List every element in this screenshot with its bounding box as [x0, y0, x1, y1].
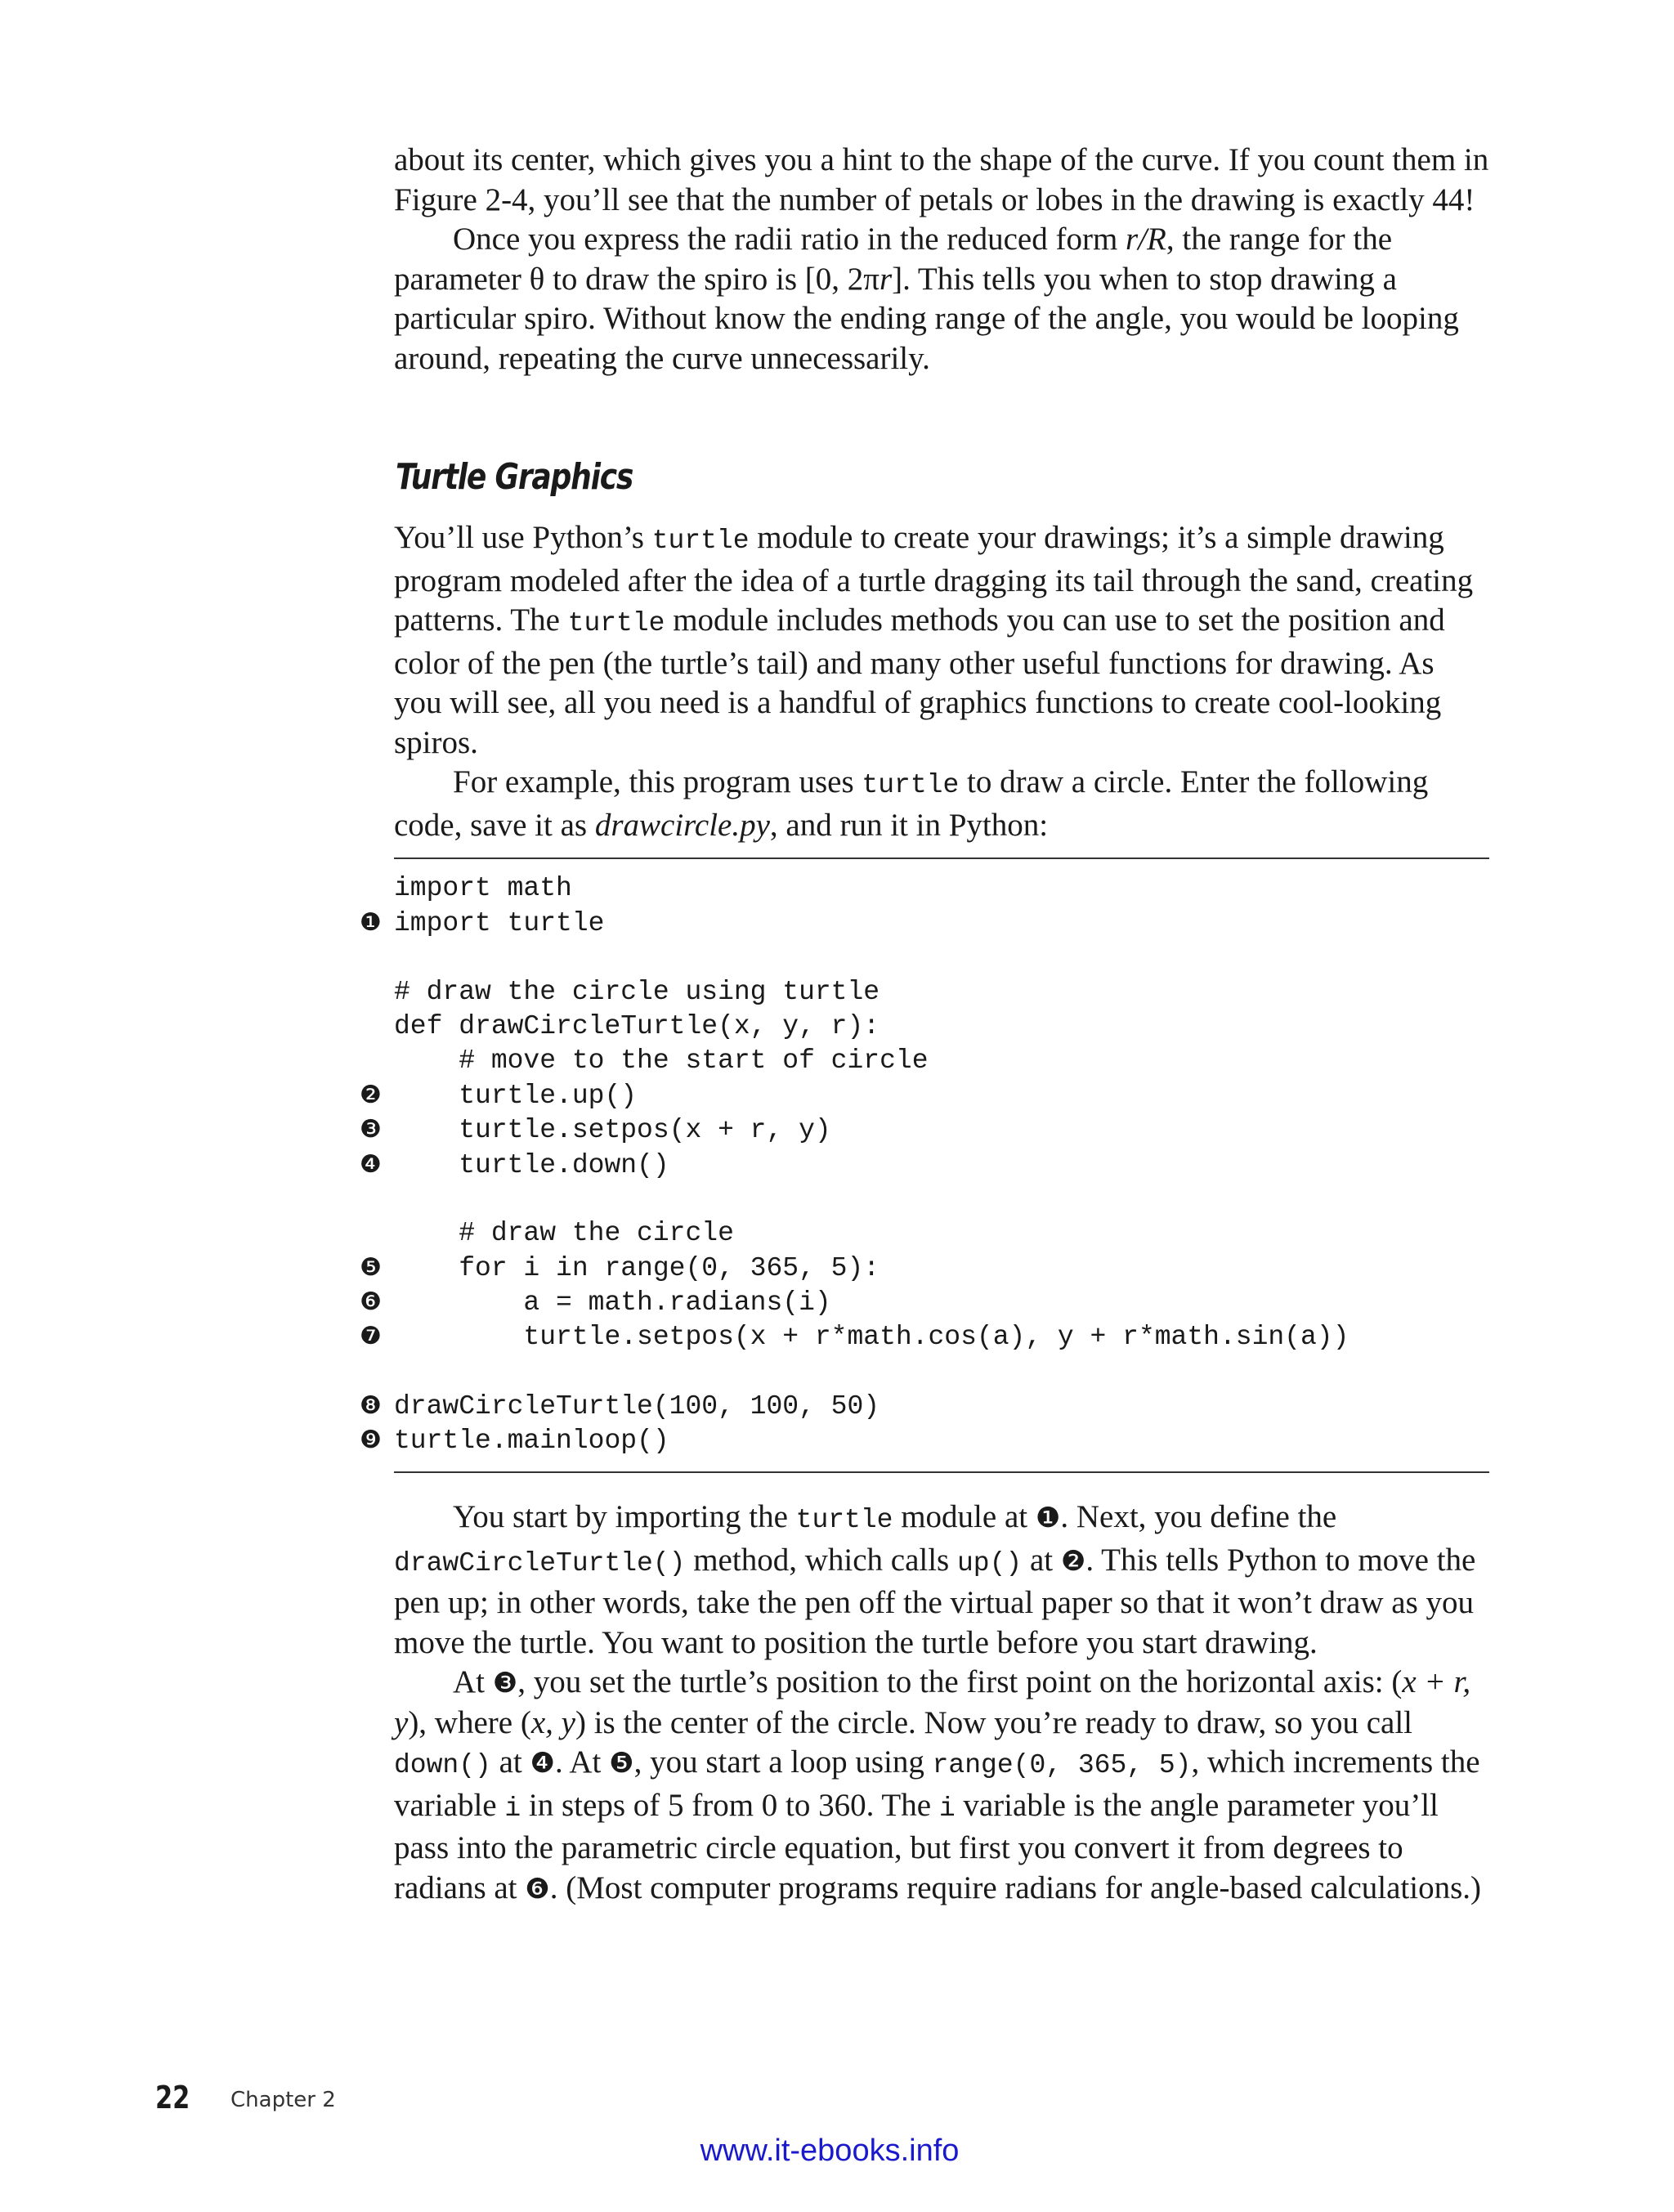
- page-number: 22: [155, 2080, 190, 2116]
- code-line: [360, 975, 1349, 1010]
- marker-1-ref: ❶: [1035, 1502, 1061, 1534]
- section-paragraph-2: For example, this program uses turtle to draw a circle. Enter the following code, save it as drawcircle.py, and run it in Python:: [394, 764, 1429, 843]
- explanation-paragraph-1: You start by importing the turtle module at ❶. Next, you define the drawCircleTurtle() method, which calls up() at ❷. This tells Python to move the pen up; in other words, take the pen off the virtual paper so that it won’t draw as you move the turtle. You want to position the turtle before you start drawing.: [394, 1499, 1476, 1660]
- code-marker: ❶: [360, 908, 382, 938]
- code-line: [360, 1044, 1349, 1078]
- code-text: turtle.setpos(x + r, y): [394, 1115, 831, 1146]
- code-line: [360, 1113, 1349, 1147]
- code-top-rule: [394, 857, 1489, 859]
- code-listing: [360, 871, 1349, 1458]
- code-line: [360, 1423, 1349, 1458]
- code-line: [360, 1251, 1349, 1285]
- code-line: [360, 1182, 1349, 1216]
- code-text: # move to the start of circle: [394, 1045, 929, 1076]
- intro-paragraph-2: Once you express the radii ratio in the reduced form r/R, the range for the parameter θ to draw the spiro is [0, 2πr]. This tells you when to stop drawing a particular spiro. Without know the ending range of the angle, you would be looping around, repeating the curve unnecessarily.: [394, 222, 1459, 376]
- intro-paragraph-1: about its center, which gives you a hint to the shape of the curve. If you count them in Figure 2-4, you’ll see that the number of petals or lobes in the drawing is exactly 44!: [394, 142, 1489, 217]
- code-line: [360, 1148, 1349, 1182]
- code-text: # draw the circle using turtle: [394, 976, 880, 1007]
- code-text: turtle.setpos(x + r*math.cos(a), y + r*math.sin(a)): [394, 1322, 1349, 1353]
- code-text: for i in range(0, 365, 5):: [394, 1253, 880, 1284]
- code-text: turtle.down(): [394, 1149, 669, 1180]
- marker-6-ref: ❻: [525, 1872, 550, 1905]
- code-text: def drawCircleTurtle(x, y, r):: [394, 1010, 880, 1041]
- marker-2-ref: ❷: [1060, 1544, 1086, 1578]
- chapter-label: Chapter 2: [231, 2088, 336, 2112]
- code-line: [360, 1319, 1349, 1354]
- code-line: [360, 1078, 1349, 1113]
- footer-url-link[interactable]: www.it-ebooks.info: [700, 2134, 960, 2168]
- code-text: import turtle: [394, 908, 605, 939]
- section-paragraph-1: You’ll use Python’s turtle module to create your drawings; it’s a simple drawing program modeled after the idea of a turtle dragging its tail through the sand, creating patterns. The turtle module includes methods you can use to set the position and color of the pen (the turtle’s tail) and many other useful functions for drawing. As you will see, all you need is a handful of graphics functions to create cool-looking spiros.: [394, 520, 1474, 760]
- code-text: turtle.mainloop(): [394, 1426, 669, 1456]
- code-line: [360, 1216, 1349, 1251]
- code-text: drawCircleTurtle(100, 100, 50): [394, 1390, 880, 1422]
- code-line: [360, 1285, 1349, 1319]
- code-marker: ❻: [360, 1287, 382, 1317]
- code-line: [360, 871, 1349, 906]
- marker-4-ref: ❹: [530, 1747, 555, 1780]
- marker-3-ref: ❸: [492, 1667, 518, 1699]
- code-marker: ❹: [360, 1149, 382, 1179]
- code-line: [360, 940, 1349, 974]
- explanation-text: [394, 1498, 1489, 1909]
- marker-5-ref: ❺: [609, 1747, 634, 1780]
- code-text: import math: [394, 873, 572, 903]
- code-text: # draw the circle: [394, 1217, 734, 1248]
- code-line: [360, 906, 1349, 940]
- code-marker: ❾: [360, 1426, 382, 1454]
- code-line: [360, 1389, 1349, 1423]
- section-text: [394, 518, 1489, 845]
- explanation-paragraph-2: At ❸, you set the turtle’s position to the first point on the horizontal axis: (x + r, y), where (x, y) is the center of the circle. Now you’re ready to draw, so you call down() at ❹. At ❺, you start a loop using range(0, 365, 5), which increments the variable i in steps of 5 from 0 to 360. The i variable is the angle parameter you’ll pass into the parametric circle equation, but first you convert it from degrees to radians at ❻. (Most computer programs require radians for angle-based calculations.): [394, 1664, 1482, 1905]
- code-bottom-rule: [394, 1471, 1489, 1473]
- code-marker: ❼: [360, 1322, 382, 1351]
- code-line: [360, 1010, 1349, 1044]
- intro-text: [394, 141, 1489, 378]
- code-marker: ❽: [360, 1390, 382, 1420]
- code-marker: ❺: [360, 1253, 382, 1283]
- section-heading: Turtle Graphics: [396, 456, 633, 498]
- code-text: turtle.up(): [394, 1081, 638, 1112]
- code-line: [360, 1355, 1349, 1389]
- code-text: a = math.radians(i): [394, 1287, 831, 1319]
- code-marker: ❸: [360, 1115, 382, 1144]
- code-marker: ❷: [360, 1081, 382, 1110]
